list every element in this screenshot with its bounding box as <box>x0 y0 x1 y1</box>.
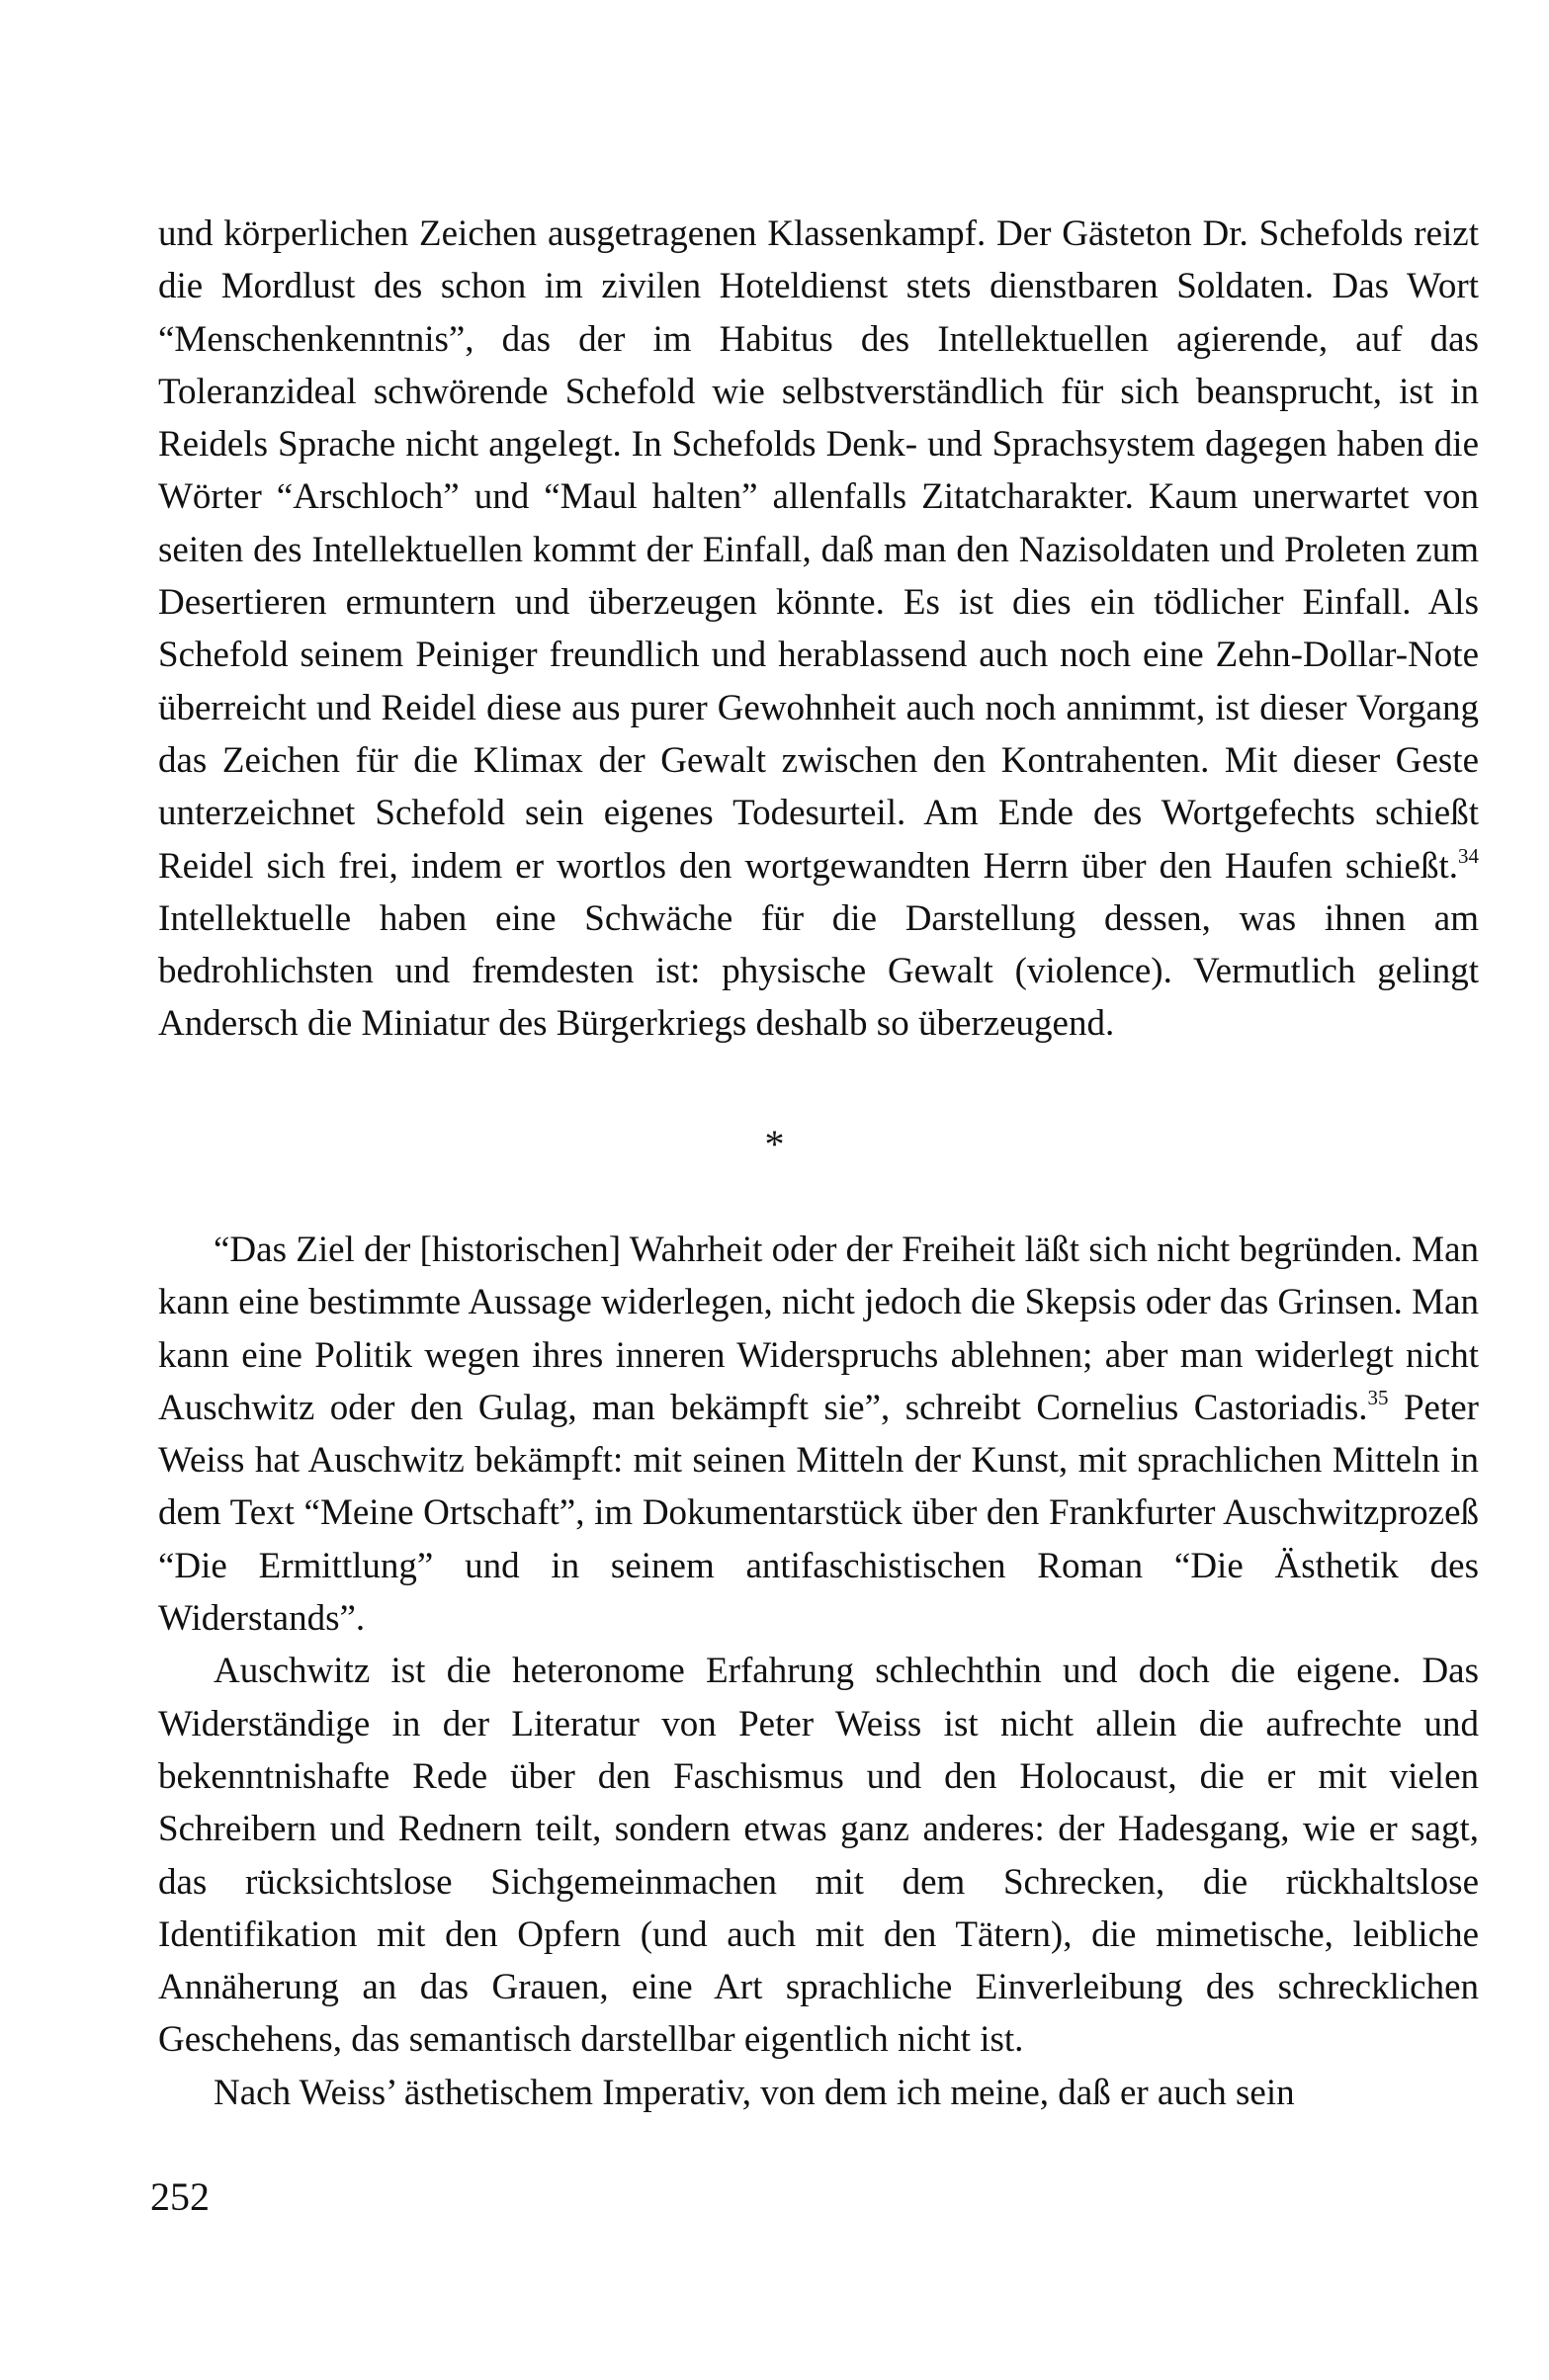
footnote-ref-34: 34 <box>1458 843 1479 868</box>
paragraph-3: Auschwitz ist die heteronome Erfahrung schlechthin und doch die eigene. Das Widerständige in der Literatur von Peter Weiss ist nicht allein die aufrechte und bekenntnishafte Rede über den Faschismus und den Holocaust, die er mit vielen Schreibern und Rednern teilt, sondern etwas ganz anderes: der Hadesgang, wie er sagt, das rücksichtslose Sichgemeinmachen mit dem Schrecken, die rückhaltslose Identifikation mit den Opfern (und auch mit den Tätern), die mimetische, leibliche Annäherung an das Grauen, eine Art sprachliche Einverleibung des schrecklichen Geschehens, das semantisch darstellbar eigentlich nicht ist. <box>158 1651 1479 2061</box>
paragraph-2-text: “Das Ziel der [historischen] Wahrheit oder der Freiheit läßt sich nicht begründen. Man kann eine bestimmte Aussage widerlegen, nicht jedoch die Skepsis oder das Grinsen. Man kann eine Politik wegen ihres inneren Widerspruchs ablehnen; aber man widerlegt nicht Auschwitz oder den Gulag, man bekämpft sie”, schreibt Cornelius Castoriadis. <box>158 1230 1479 1428</box>
section-divider: * <box>764 1122 785 1166</box>
footnote-ref-35: 35 <box>1367 1385 1389 1409</box>
page-number: 252 <box>150 2174 210 2219</box>
section-two <box>158 1224 1479 2119</box>
paragraph-4: Nach Weiss’ ästhetischem Imperativ, von dem ich meine, daß er auch sein <box>214 2072 1295 2113</box>
paragraph-1-text: und körperlichen Zeichen ausgetragenen Klassenkampf. Der Gästeton Dr. Schefolds reizt die Mordlust des schon im zivilen Hoteldienst stets dienstbaren Soldaten. Das Wort “Menschenkenntnis”, das der im Habitus des Intellektuellen agierende, auf das Toleranzideal schwörende Schefold wie selbstverständlich für sich beansprucht, ist in Reidels Sprache nicht angelegt. In Schefolds Denk- und Sprachsystem dagegen haben die Wörter “Arschloch” und “Maul halten” allenfalls Zitatcharakter. Kaum unerwartet von seiten des Intellektuellen kommt der Einfall, daß man den Nazisoldaten und Proleten zum Desertieren ermuntern und überzeugen könnte. Es ist dies ein tödlicher Einfall. Als Schefold seinem Peiniger freundlich und herablassend auch noch eine Zehn-Dollar-Note überreicht und Reidel diese aus purer Gewohnheit auch noch annimmt, ist dieser Vorgang das Zeichen für die Klimax der Gewalt zwischen den Kontrahenten. Mit dieser Geste unterzeichnet Schefold sein eigenes Todesurteil. Am Ende des Wortgefechts schießt Reidel sich frei, indem er wortlos den wortgewandten Herrn über den Haufen schießt. <box>158 213 1479 887</box>
section-one <box>158 208 1479 1051</box>
paragraph-1-continuation: Intellektuelle haben eine Schwäche für die Darstellung dessen, was ihnen am bedrohlichsten und fremdesten ist: physische Gewalt (violence). Vermutlich gelingt Andersch die Miniatur des Bürgerkriegs deshalb so überzeugend. <box>158 897 1479 1045</box>
paragraph-2 <box>158 1224 1479 1645</box>
paragraph-2-continuation: Peter Weiss hat Auschwitz bekämpft: mit seinen Mitteln der Kunst, mit sprachlichen Mitteln in dem Text “Meine Ortschaft”, im Dokumentarstück über den Frankfurter Auschwitzprozeß “Die Ermittlung” und in seinem antifaschistischen Roman “Die Ästhetik des Widerstands”. <box>158 1387 1479 1640</box>
paragraph-1 <box>158 208 1479 1051</box>
